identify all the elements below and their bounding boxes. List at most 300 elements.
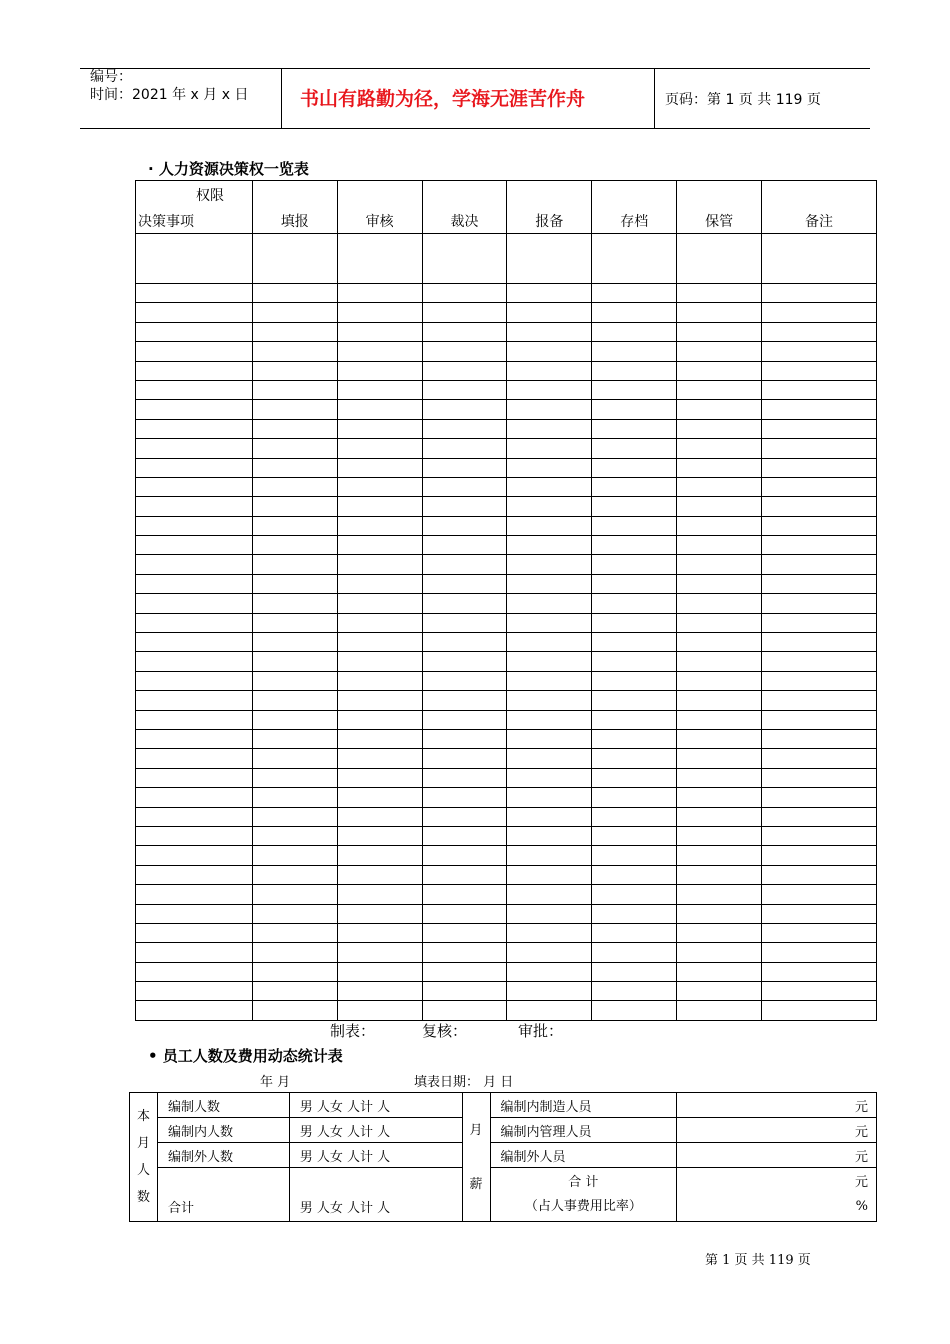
- table-cell[interactable]: [762, 671, 877, 690]
- table-cell[interactable]: [507, 768, 592, 787]
- table-cell[interactable]: [337, 788, 422, 807]
- table-cell[interactable]: [422, 516, 507, 535]
- table-cell[interactable]: [422, 826, 507, 845]
- table-cell[interactable]: [136, 477, 253, 496]
- table-cell[interactable]: [136, 555, 253, 574]
- table-cell[interactable]: [136, 497, 253, 516]
- table-cell[interactable]: [507, 458, 592, 477]
- table-cell[interactable]: [252, 807, 337, 826]
- table-cell[interactable]: [507, 885, 592, 904]
- table-cell[interactable]: [136, 904, 253, 923]
- table-cell[interactable]: [762, 497, 877, 516]
- table-cell[interactable]: [592, 516, 677, 535]
- table-cell[interactable]: [592, 477, 677, 496]
- table-cell[interactable]: [762, 284, 877, 303]
- table-cell[interactable]: [252, 234, 337, 284]
- table-cell[interactable]: [677, 234, 762, 284]
- table-cell[interactable]: [136, 826, 253, 845]
- table-cell[interactable]: [422, 536, 507, 555]
- table-cell[interactable]: [252, 633, 337, 652]
- table-cell[interactable]: [677, 380, 762, 399]
- table-cell[interactable]: [507, 943, 592, 962]
- table-cell[interactable]: [762, 943, 877, 962]
- table-cell[interactable]: [337, 613, 422, 632]
- table-cell[interactable]: [592, 361, 677, 380]
- table-cell[interactable]: [762, 633, 877, 652]
- table-cell[interactable]: [762, 516, 877, 535]
- table-cell[interactable]: [592, 633, 677, 652]
- table-cell[interactable]: [592, 923, 677, 942]
- table-cell[interactable]: [252, 865, 337, 884]
- table-cell[interactable]: [136, 846, 253, 865]
- table-cell[interactable]: [337, 652, 422, 671]
- table-cell[interactable]: [337, 885, 422, 904]
- table-cell[interactable]: [762, 613, 877, 632]
- table-cell[interactable]: [507, 729, 592, 748]
- table-cell[interactable]: [677, 342, 762, 361]
- table-cell[interactable]: [136, 749, 253, 768]
- table-cell[interactable]: [337, 284, 422, 303]
- table-cell[interactable]: [136, 865, 253, 884]
- table-cell[interactable]: [337, 826, 422, 845]
- table-cell[interactable]: [422, 594, 507, 613]
- table-cell[interactable]: [507, 865, 592, 884]
- table-cell[interactable]: [252, 788, 337, 807]
- table-cell[interactable]: [337, 458, 422, 477]
- table-cell[interactable]: [422, 555, 507, 574]
- table-cell[interactable]: [337, 749, 422, 768]
- table-cell[interactable]: [677, 536, 762, 555]
- salary-amount-field[interactable]: 元: [677, 1143, 877, 1168]
- table-cell[interactable]: [252, 361, 337, 380]
- table-cell[interactable]: [422, 400, 507, 419]
- table-cell[interactable]: [252, 885, 337, 904]
- table-cell[interactable]: [507, 652, 592, 671]
- table-cell[interactable]: [507, 322, 592, 341]
- table-cell[interactable]: [507, 710, 592, 729]
- table-cell[interactable]: [337, 361, 422, 380]
- table-cell[interactable]: [422, 710, 507, 729]
- table-cell[interactable]: [252, 729, 337, 748]
- table-cell[interactable]: [422, 671, 507, 690]
- table-cell[interactable]: [677, 555, 762, 574]
- table-cell[interactable]: [762, 234, 877, 284]
- table-cell[interactable]: [507, 962, 592, 981]
- table-cell[interactable]: [677, 477, 762, 496]
- table-cell[interactable]: [136, 729, 253, 748]
- table-cell[interactable]: [136, 613, 253, 632]
- total-gender-count-field[interactable]: 男 人女 人计 人: [289, 1168, 462, 1222]
- table-cell[interactable]: [677, 594, 762, 613]
- table-cell[interactable]: [592, 671, 677, 690]
- table-cell[interactable]: [507, 807, 592, 826]
- table-cell[interactable]: [592, 710, 677, 729]
- table-cell[interactable]: [252, 536, 337, 555]
- table-cell[interactable]: [677, 846, 762, 865]
- table-cell[interactable]: [592, 536, 677, 555]
- table-cell[interactable]: [507, 923, 592, 942]
- table-cell[interactable]: [507, 361, 592, 380]
- table-cell[interactable]: [422, 497, 507, 516]
- table-cell[interactable]: [252, 555, 337, 574]
- table-cell[interactable]: [677, 865, 762, 884]
- table-cell[interactable]: [677, 652, 762, 671]
- table-cell[interactable]: [422, 284, 507, 303]
- table-cell[interactable]: [592, 982, 677, 1001]
- table-cell[interactable]: [592, 788, 677, 807]
- table-cell[interactable]: [337, 982, 422, 1001]
- table-cell[interactable]: [136, 594, 253, 613]
- table-cell[interactable]: [337, 555, 422, 574]
- table-cell[interactable]: [592, 826, 677, 845]
- table-cell[interactable]: [507, 826, 592, 845]
- table-cell[interactable]: [422, 303, 507, 322]
- table-cell[interactable]: [337, 380, 422, 399]
- table-cell[interactable]: [762, 826, 877, 845]
- table-cell[interactable]: [136, 633, 253, 652]
- table-cell[interactable]: [136, 284, 253, 303]
- table-cell[interactable]: [252, 419, 337, 438]
- table-cell[interactable]: [337, 322, 422, 341]
- table-cell[interactable]: [136, 671, 253, 690]
- table-cell[interactable]: [337, 303, 422, 322]
- table-cell[interactable]: [422, 380, 507, 399]
- table-cell[interactable]: [252, 458, 337, 477]
- table-cell[interactable]: [422, 729, 507, 748]
- table-cell[interactable]: [677, 768, 762, 787]
- table-cell[interactable]: [592, 749, 677, 768]
- table-cell[interactable]: [677, 826, 762, 845]
- table-cell[interactable]: [677, 303, 762, 322]
- table-cell[interactable]: [507, 788, 592, 807]
- table-cell[interactable]: [677, 439, 762, 458]
- table-cell[interactable]: [422, 691, 507, 710]
- table-cell[interactable]: [422, 865, 507, 884]
- table-cell[interactable]: [136, 439, 253, 458]
- table-cell[interactable]: [507, 234, 592, 284]
- table-cell[interactable]: [762, 885, 877, 904]
- table-cell[interactable]: [677, 729, 762, 748]
- table-cell[interactable]: [252, 380, 337, 399]
- table-cell[interactable]: [422, 885, 507, 904]
- table-cell[interactable]: [677, 749, 762, 768]
- table-cell[interactable]: [592, 322, 677, 341]
- table-cell[interactable]: [422, 361, 507, 380]
- table-cell[interactable]: [677, 671, 762, 690]
- table-cell[interactable]: [592, 594, 677, 613]
- table-cell[interactable]: [337, 923, 422, 942]
- table-cell[interactable]: [507, 477, 592, 496]
- table-cell[interactable]: [507, 691, 592, 710]
- table-cell[interactable]: [677, 458, 762, 477]
- table-cell[interactable]: [592, 380, 677, 399]
- table-cell[interactable]: [252, 303, 337, 322]
- table-cell[interactable]: [252, 497, 337, 516]
- table-cell[interactable]: [507, 380, 592, 399]
- table-cell[interactable]: [762, 923, 877, 942]
- table-cell[interactable]: [337, 710, 422, 729]
- table-cell[interactable]: [252, 923, 337, 942]
- gender-count-field[interactable]: 男 人女 人计 人: [289, 1118, 462, 1143]
- table-cell[interactable]: [592, 962, 677, 981]
- table-cell[interactable]: [762, 749, 877, 768]
- table-cell[interactable]: [337, 594, 422, 613]
- table-cell[interactable]: [762, 982, 877, 1001]
- table-cell[interactable]: [507, 303, 592, 322]
- table-cell[interactable]: [762, 380, 877, 399]
- table-cell[interactable]: [422, 652, 507, 671]
- table-cell[interactable]: [337, 234, 422, 284]
- table-cell[interactable]: [252, 342, 337, 361]
- table-cell[interactable]: [252, 516, 337, 535]
- table-cell[interactable]: [136, 691, 253, 710]
- table-cell[interactable]: [422, 234, 507, 284]
- gender-count-field[interactable]: 男 人女 人计 人: [289, 1143, 462, 1168]
- table-cell[interactable]: [677, 516, 762, 535]
- table-cell[interactable]: [592, 904, 677, 923]
- table-cell[interactable]: [507, 846, 592, 865]
- table-cell[interactable]: [337, 729, 422, 748]
- table-cell[interactable]: [136, 982, 253, 1001]
- table-cell[interactable]: [762, 904, 877, 923]
- table-cell[interactable]: [136, 768, 253, 787]
- table-cell[interactable]: [592, 574, 677, 593]
- table-cell[interactable]: [252, 284, 337, 303]
- table-cell[interactable]: [252, 982, 337, 1001]
- table-cell[interactable]: [677, 904, 762, 923]
- table-cell[interactable]: [337, 846, 422, 865]
- table-cell[interactable]: [592, 768, 677, 787]
- table-cell[interactable]: [252, 943, 337, 962]
- table-cell[interactable]: [136, 303, 253, 322]
- table-cell[interactable]: [252, 904, 337, 923]
- table-cell[interactable]: [677, 419, 762, 438]
- table-cell[interactable]: [337, 477, 422, 496]
- table-cell[interactable]: [337, 691, 422, 710]
- table-cell[interactable]: [252, 613, 337, 632]
- table-cell[interactable]: [136, 788, 253, 807]
- table-cell[interactable]: [337, 497, 422, 516]
- table-cell[interactable]: [677, 574, 762, 593]
- table-cell[interactable]: [592, 865, 677, 884]
- table-cell[interactable]: [677, 923, 762, 942]
- table-cell[interactable]: [592, 458, 677, 477]
- table-cell[interactable]: [136, 458, 253, 477]
- table-cell[interactable]: [677, 1001, 762, 1020]
- table-cell[interactable]: [677, 982, 762, 1001]
- table-cell[interactable]: [422, 439, 507, 458]
- table-cell[interactable]: [422, 807, 507, 826]
- table-cell[interactable]: [136, 400, 253, 419]
- table-cell[interactable]: [592, 691, 677, 710]
- table-cell[interactable]: [762, 477, 877, 496]
- table-cell[interactable]: [337, 943, 422, 962]
- table-cell[interactable]: [422, 574, 507, 593]
- table-cell[interactable]: [592, 652, 677, 671]
- table-cell[interactable]: [337, 807, 422, 826]
- table-cell[interactable]: [592, 846, 677, 865]
- table-cell[interactable]: [337, 516, 422, 535]
- table-cell[interactable]: [136, 923, 253, 942]
- table-cell[interactable]: [422, 749, 507, 768]
- table-cell[interactable]: [136, 574, 253, 593]
- table-cell[interactable]: [422, 982, 507, 1001]
- table-cell[interactable]: [136, 419, 253, 438]
- table-cell[interactable]: [507, 419, 592, 438]
- table-cell[interactable]: [136, 885, 253, 904]
- table-cell[interactable]: [677, 361, 762, 380]
- table-cell[interactable]: [762, 1001, 877, 1020]
- table-cell[interactable]: [422, 768, 507, 787]
- table-cell[interactable]: [252, 400, 337, 419]
- table-cell[interactable]: [252, 477, 337, 496]
- table-cell[interactable]: [252, 322, 337, 341]
- table-cell[interactable]: [762, 555, 877, 574]
- table-cell[interactable]: [762, 768, 877, 787]
- table-cell[interactable]: [762, 361, 877, 380]
- table-cell[interactable]: [252, 962, 337, 981]
- table-cell[interactable]: [252, 749, 337, 768]
- table-cell[interactable]: [136, 710, 253, 729]
- table-cell[interactable]: [762, 322, 877, 341]
- table-cell[interactable]: [252, 691, 337, 710]
- table-cell[interactable]: [762, 342, 877, 361]
- salary-amount-field[interactable]: 元: [677, 1093, 877, 1118]
- table-cell[interactable]: [252, 652, 337, 671]
- table-cell[interactable]: [507, 633, 592, 652]
- table-cell[interactable]: [762, 691, 877, 710]
- table-cell[interactable]: [136, 652, 253, 671]
- table-cell[interactable]: [337, 342, 422, 361]
- table-cell[interactable]: [592, 729, 677, 748]
- table-cell[interactable]: [592, 807, 677, 826]
- table-cell[interactable]: [592, 342, 677, 361]
- table-cell[interactable]: [337, 419, 422, 438]
- table-cell[interactable]: [337, 536, 422, 555]
- table-cell[interactable]: [136, 361, 253, 380]
- table-cell[interactable]: [762, 788, 877, 807]
- table-cell[interactable]: [337, 671, 422, 690]
- table-cell[interactable]: [136, 342, 253, 361]
- table-cell[interactable]: [592, 943, 677, 962]
- table-cell[interactable]: [252, 671, 337, 690]
- table-cell[interactable]: [762, 652, 877, 671]
- table-cell[interactable]: [422, 342, 507, 361]
- table-cell[interactable]: [677, 710, 762, 729]
- table-cell[interactable]: [252, 846, 337, 865]
- table-cell[interactable]: [252, 1001, 337, 1020]
- table-cell[interactable]: [762, 400, 877, 419]
- table-cell[interactable]: [136, 962, 253, 981]
- table-cell[interactable]: [507, 1001, 592, 1020]
- table-cell[interactable]: [507, 594, 592, 613]
- table-cell[interactable]: [337, 904, 422, 923]
- table-cell[interactable]: [592, 497, 677, 516]
- table-cell[interactable]: [422, 846, 507, 865]
- table-cell[interactable]: [592, 234, 677, 284]
- table-cell[interactable]: [507, 536, 592, 555]
- table-cell[interactable]: [677, 633, 762, 652]
- table-cell[interactable]: [762, 807, 877, 826]
- table-cell[interactable]: [422, 1001, 507, 1020]
- table-cell[interactable]: [677, 807, 762, 826]
- table-cell[interactable]: [507, 613, 592, 632]
- table-cell[interactable]: [762, 865, 877, 884]
- table-cell[interactable]: [507, 516, 592, 535]
- table-cell[interactable]: [136, 516, 253, 535]
- table-cell[interactable]: [252, 768, 337, 787]
- table-cell[interactable]: [762, 846, 877, 865]
- salary-amount-field[interactable]: 元: [677, 1118, 877, 1143]
- table-cell[interactable]: [762, 439, 877, 458]
- table-cell[interactable]: [762, 458, 877, 477]
- table-cell[interactable]: [677, 322, 762, 341]
- table-cell[interactable]: [136, 322, 253, 341]
- table-cell[interactable]: [252, 574, 337, 593]
- table-cell[interactable]: [507, 342, 592, 361]
- table-cell[interactable]: [762, 574, 877, 593]
- table-cell[interactable]: [762, 710, 877, 729]
- table-cell[interactable]: [762, 419, 877, 438]
- table-cell[interactable]: [507, 284, 592, 303]
- table-cell[interactable]: [422, 904, 507, 923]
- table-cell[interactable]: [592, 419, 677, 438]
- table-cell[interactable]: [677, 691, 762, 710]
- table-cell[interactable]: [507, 671, 592, 690]
- table-cell[interactable]: [422, 923, 507, 942]
- table-cell[interactable]: [252, 594, 337, 613]
- table-cell[interactable]: [252, 439, 337, 458]
- table-cell[interactable]: [592, 613, 677, 632]
- table-cell[interactable]: [762, 303, 877, 322]
- table-cell[interactable]: [592, 885, 677, 904]
- table-cell[interactable]: [507, 400, 592, 419]
- table-cell[interactable]: [422, 613, 507, 632]
- table-cell[interactable]: [677, 284, 762, 303]
- table-cell[interactable]: [252, 710, 337, 729]
- table-cell[interactable]: [677, 788, 762, 807]
- table-cell[interactable]: [422, 477, 507, 496]
- table-cell[interactable]: [337, 1001, 422, 1020]
- table-cell[interactable]: [592, 303, 677, 322]
- table-cell[interactable]: [337, 574, 422, 593]
- table-cell[interactable]: [507, 497, 592, 516]
- table-cell[interactable]: [592, 284, 677, 303]
- table-cell[interactable]: [677, 400, 762, 419]
- table-cell[interactable]: [592, 400, 677, 419]
- table-cell[interactable]: [136, 234, 253, 284]
- table-cell[interactable]: [592, 555, 677, 574]
- table-cell[interactable]: [677, 885, 762, 904]
- table-cell[interactable]: [337, 439, 422, 458]
- table-cell[interactable]: [677, 962, 762, 981]
- table-cell[interactable]: [507, 439, 592, 458]
- table-cell[interactable]: [337, 865, 422, 884]
- table-cell[interactable]: [136, 380, 253, 399]
- table-cell[interactable]: [507, 982, 592, 1001]
- table-cell[interactable]: [507, 904, 592, 923]
- table-cell[interactable]: [337, 768, 422, 787]
- table-cell[interactable]: [507, 749, 592, 768]
- table-cell[interactable]: [677, 497, 762, 516]
- table-cell[interactable]: [337, 962, 422, 981]
- table-cell[interactable]: [762, 594, 877, 613]
- table-cell[interactable]: [337, 400, 422, 419]
- table-cell[interactable]: [422, 943, 507, 962]
- table-cell[interactable]: [422, 419, 507, 438]
- table-cell[interactable]: [422, 962, 507, 981]
- table-cell[interactable]: [507, 555, 592, 574]
